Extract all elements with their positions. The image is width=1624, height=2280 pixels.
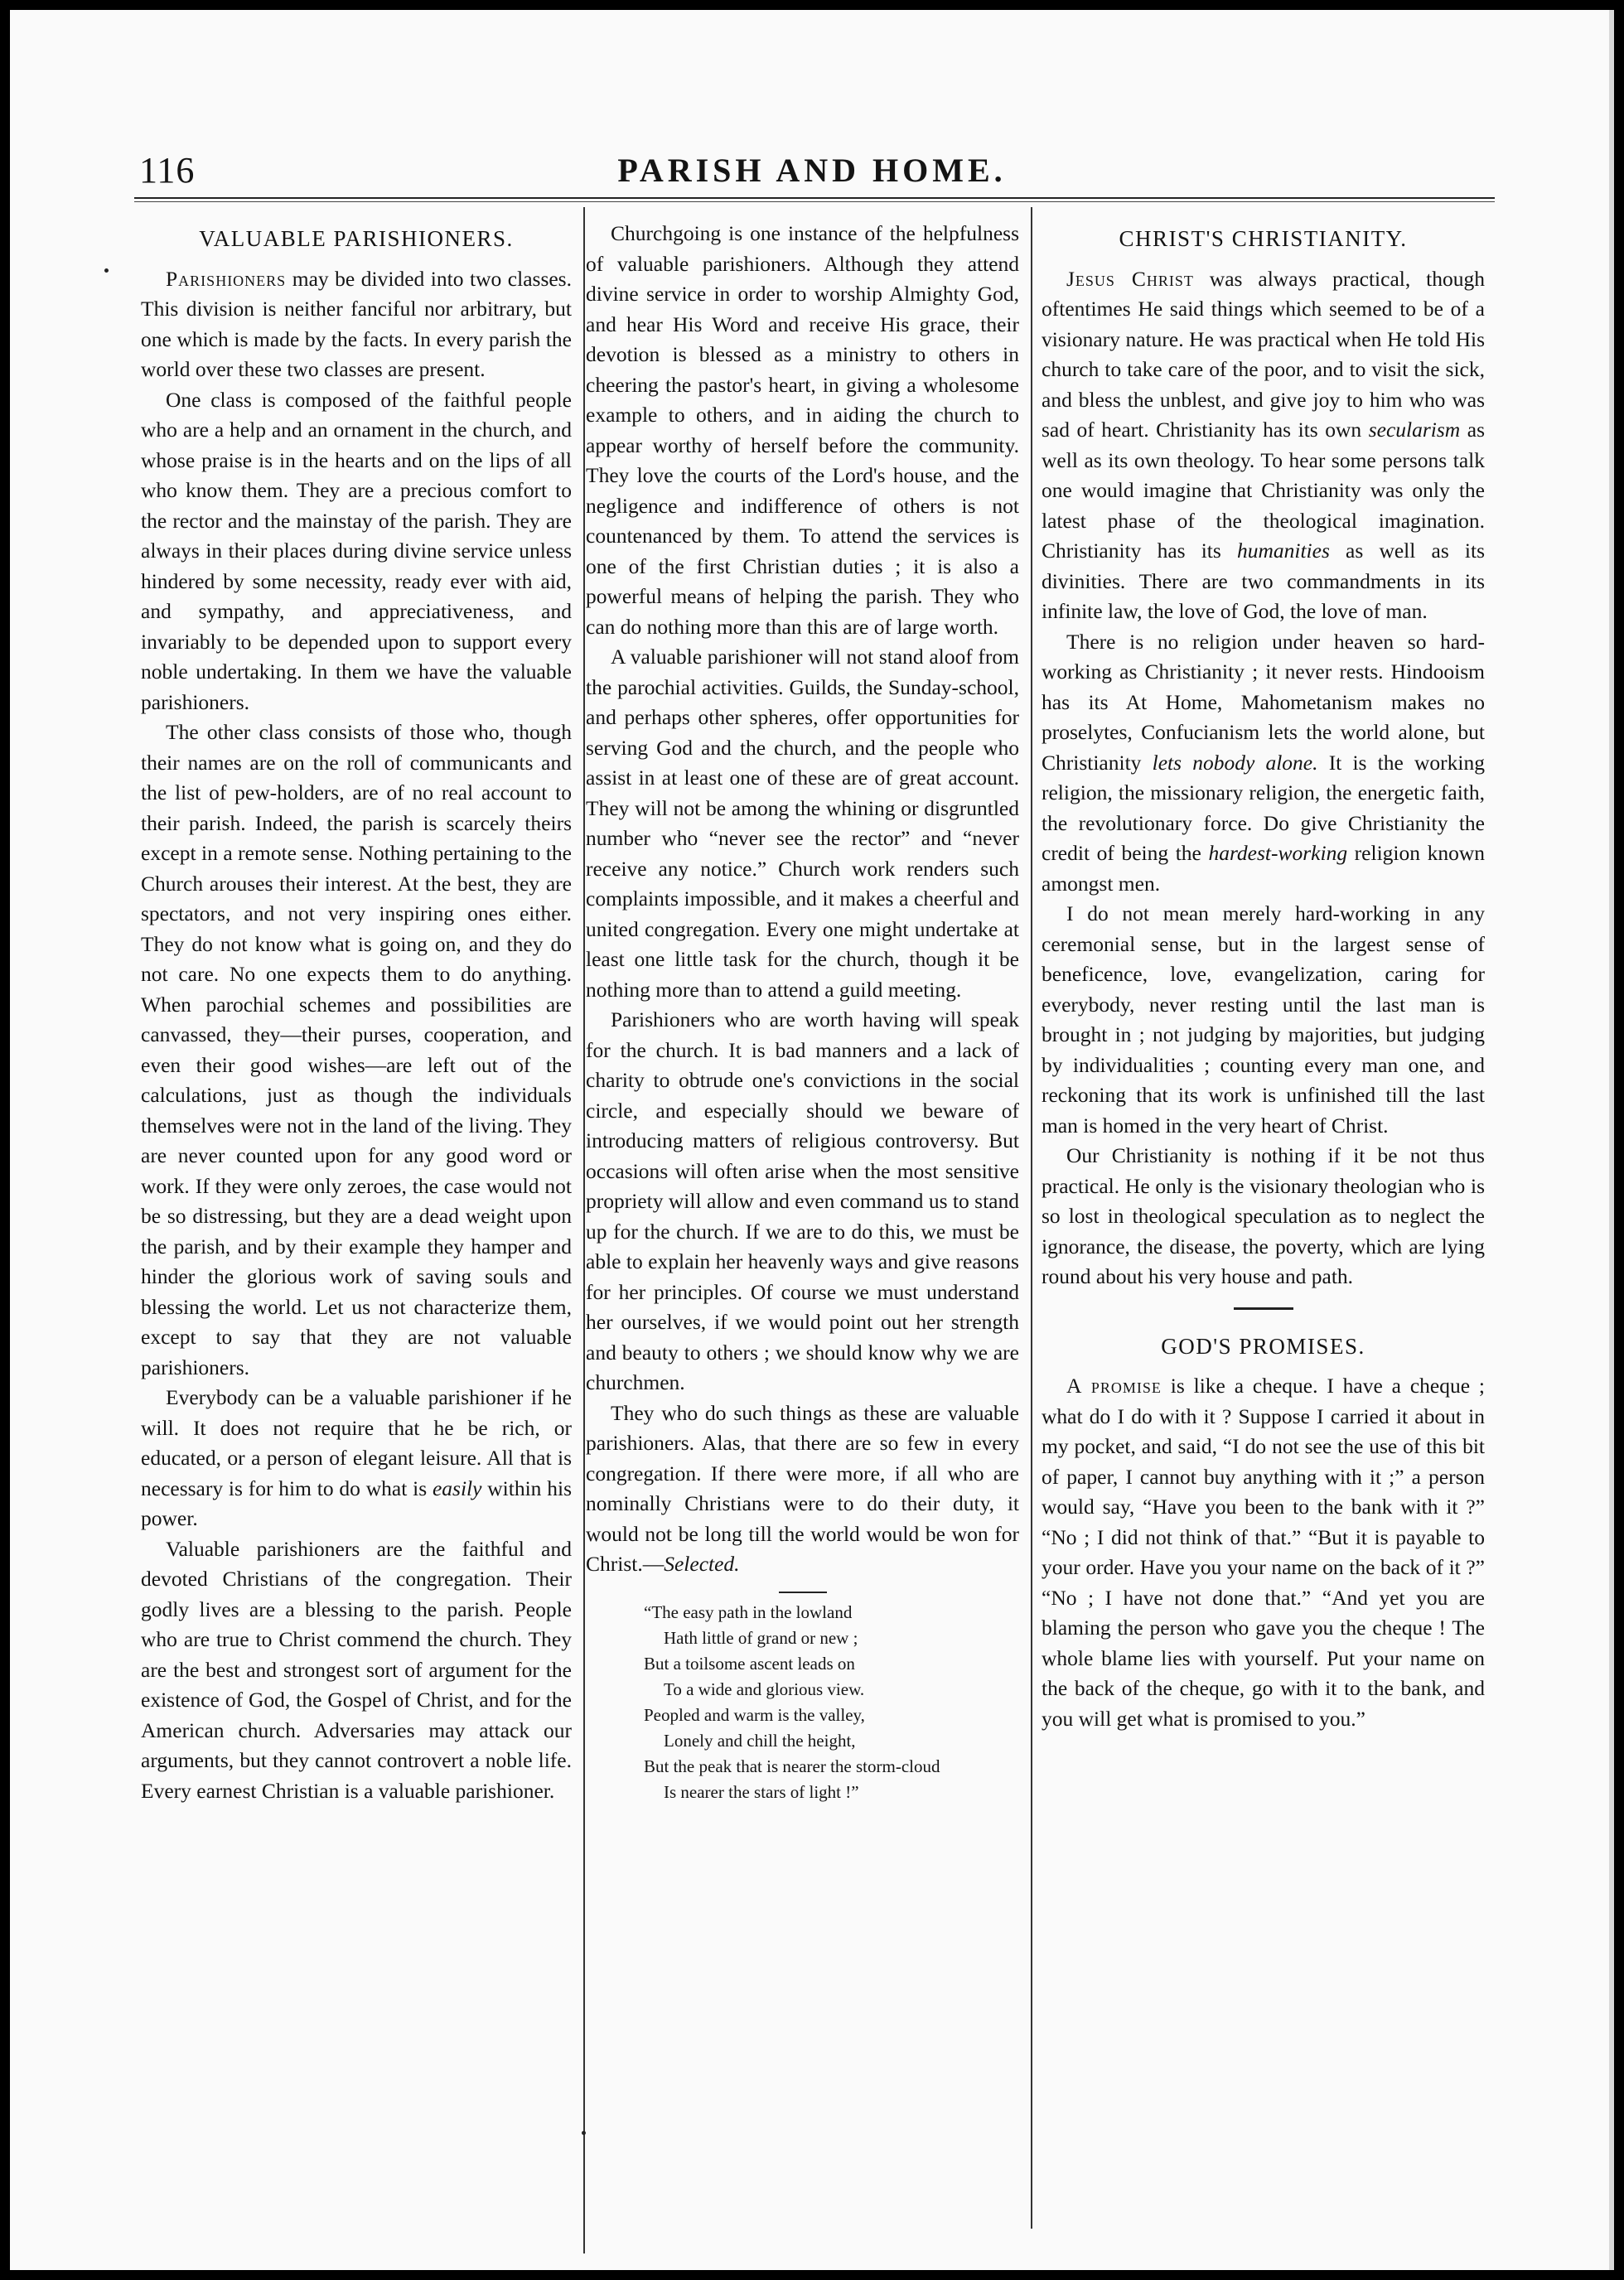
paragraph: A valuable parishioner will not stand aloof from the parochial activities. Guilds, the Sunday-school, and perhaps other spheres, offer opportunities for serving God and the church, and the people who assist in at least one of these are of great account. They will not be among the whining or disgruntled number who “never see the rector” and “never receive any notice.” Church work renders such complaints impossible, and it makes a cheerful and united congregation. Every one might undertake at least one little task for the church, though it be nothing more than to attend a guild meeting.	[586, 645, 1019, 1002]
poem-line: Is nearer the stars of light !”	[664, 1781, 859, 1802]
column-divider	[1031, 207, 1032, 2229]
section-rule	[779, 1592, 827, 1593]
section-rule	[1234, 1307, 1293, 1310]
poem-line: Peopled and warm is the valley,	[644, 1704, 865, 1725]
poem	[644, 1600, 1019, 1805]
paragraph: Valuable parishioners are the faithful and devoted Christians of the congregation. Their godly lives are a blessing to the parish. People who are true to Christ commend the church. They are the best and strongest sort of argument for the existence of God, the Gospel of Christ, and for the American church. Adversaries may attack our arguments, but they cannot controvert a noble life. Every earnest Christian is a valuable parishioner.	[141, 1536, 572, 1803]
paragraph: One class is composed of the faithful people who are a help and an ornament in the church, and whose praise is in the hearts and on the lips of all who know them. They are a precious comfort to the rector and the mainstay of the parish. They are always in their places during divine service unless hindered by some necessity, ready ever with aid, and sympathy, and appreciativeness, and invariably to be depended upon to support every noble undertaking. In them we have the valuable parishioners.	[141, 387, 572, 714]
paragraph: There is no religion under heaven so hard-working as Christianity ; it never rests. Hindooism has its At Home, Mahometanism makes no proselytes, Confucianism lets the world alone, but Christianity lets nobody alone. It is the working religion, the missionary religion, the energetic faith, the revolutionary force. Do give Christianity the credit of being the hardest-working religion known amongst men.	[1042, 629, 1485, 896]
column-left	[141, 219, 572, 1806]
margin-mark	[104, 268, 109, 273]
running-title: PARISH AND HOME.	[617, 152, 1007, 189]
poem-line: “The easy path in the lowland	[644, 1601, 853, 1622]
column-right	[1042, 219, 1485, 1734]
paragraph: I do not mean merely hard-working in any ceremonial sense, but in the largest sense of beneficence, love, evangelization, caring for everybody, never resting until the last man is brought in ; not judging by majorities, but judging by individualities ; counting every man one, and reckoning that its work is unfinished till the last man is homed in the very heart of Christ.	[1042, 901, 1485, 1138]
header-rule	[134, 197, 1495, 202]
column-divider	[583, 207, 585, 2253]
column-middle	[586, 219, 1019, 1805]
paragraph: Jesus Christ was always practical, though oftentimes He said things which seemed to be of a visionary nature. He was practical when He told His church to take care of the poor, and to visit the sick, and bless the unblest, and give joy to him who was sad of heart. Christianity has its own secularism as well as its own theology. To hear some persons talk one would imagine that Christianity was only the latest phase of the theological imagination. Christianity has its humanities as well as its divinities. There are two commandments in its infinite law, the love of God, the love of man.	[1042, 266, 1485, 623]
lead-word: Parishioners	[166, 266, 287, 291]
poem-line: Hath little of grand or new ;	[664, 1627, 858, 1648]
paragraph: They who do such things as these are valuable parishioners. Alas, that there are so few in every congregation. If there were more, if all who are nominally Christians were to do their duty, it would not be long till the world would be won for Christ.—Selected.	[586, 1400, 1019, 1576]
article-title: CHRIST'S CHRISTIANITY.	[1119, 226, 1408, 251]
paragraph: Everybody can be a valuable parishioner if he will. It does not require that he be rich, or educated, or a person of elegant leisure. All that is necessary is for him to do what is easily within his power.	[141, 1385, 572, 1530]
paragraph: Churchgoing is one instance of the helpfulness of valuable parishioners. Although they attend divine service in order to worship Almighty God, and hear His Word and receive His grace, their devotion is blessed as a ministry to others in cheering the pastor's heart, in giving a wholesome example to others, and in aiding the church to appear worthy of herself before the community. They love the courts of the Lord's house, and the negligence and indifference of others is not countenanced by them. To attend the services is one of the first Christian duties ; it is also a powerful means of helping the parish. They who can do nothing more than this are of large worth.	[586, 221, 1019, 639]
poem-line: To a wide and glorious view.	[664, 1679, 865, 1699]
article-title: GOD'S PROMISES.	[1161, 1333, 1365, 1359]
poem-line: But a toilsome ascent leads on	[644, 1653, 855, 1674]
article-title: VALUABLE PARISHIONERS.	[199, 226, 514, 251]
poem-line: Lonely and chill the height,	[664, 1730, 856, 1751]
paragraph: A promise is like a cheque. I have a cheque ; what do I do with it ? Suppose I carried it about in my pocket, and said, “I do not see the use of this bit of paper, I cannot buy anything with it ;” a person would say, “Have you been to the bank with it ?” “No ; I did not think of that.” “But it is payable to your order. Have you your name on the back of it ?” “No ; I have not done that.” “And yet you are blaming the person who gave you the cheque ! The whole blame lies with yourself. Put your name on the back of the cheque, go with it to the bank, and you will get what is promised to you.”	[1042, 1374, 1485, 1731]
page-number: 116	[139, 150, 196, 191]
paragraph: Parishioners may be divided into two classes. This division is neither fanciful nor arbitrary, but one which is made by the facts. In every parish the world over these two classes are present.	[141, 266, 572, 381]
byline: Selected.	[664, 1552, 740, 1576]
poem-line: But the peak that is nearer the storm-cloud	[644, 1756, 940, 1776]
margin-mark	[582, 2131, 586, 2135]
lead-word: A promise	[1066, 1374, 1162, 1398]
paragraph: Parishioners who are worth having will speak for the church. It is bad manners and a lack of charity to obtrude one's convictions in the social circle, and especially should we beware of introducing matters of religious controversy. But occasions will often arise when the most sensitive propriety will allow and even command us to stand up for the church. If we are to do this, we must be able to explain her heavenly ways and give reasons for her principles. Of course we must understand her ourselves, if we would point out her strength and beauty to others ; we should know why we are churchmen.	[586, 1007, 1019, 1394]
lead-word: Jesus Christ	[1066, 266, 1194, 291]
page	[10, 10, 1614, 2270]
paragraph: Our Christianity is nothing if it be not thus practical. He only is the visionary theologian who is so lost in theological speculation as to neglect the ignorance, the disease, the poverty, which are lying round about his very house and path.	[1042, 1143, 1485, 1288]
paragraph: The other class consists of those who, though their names are on the roll of communicants and the list of pew-holders, are of no real account to their parish. Indeed, the parish is scarcely theirs except in a remote sense. Nothing pertaining to the Church arouses their interest. At the best, they are spectators, and not very inspiring ones either. They do not know what is going on, and they do not care. No one expects them to do anything. When parochial schemes and possibilities are canvassed, they—their purses, cooperation, and even their good wishes—are left out of the calculations, just as though the individuals themselves were not in the land of the living. They are never counted upon for any good word or work. If they were only zeroes, the case would not be so distressing, but they are a dead weight upon the parish, and by their example they hamper and hinder the glorious work of saving souls and blessing the world. Let us not characterize them, except to say that they are not valuable parishioners.	[141, 720, 572, 1379]
